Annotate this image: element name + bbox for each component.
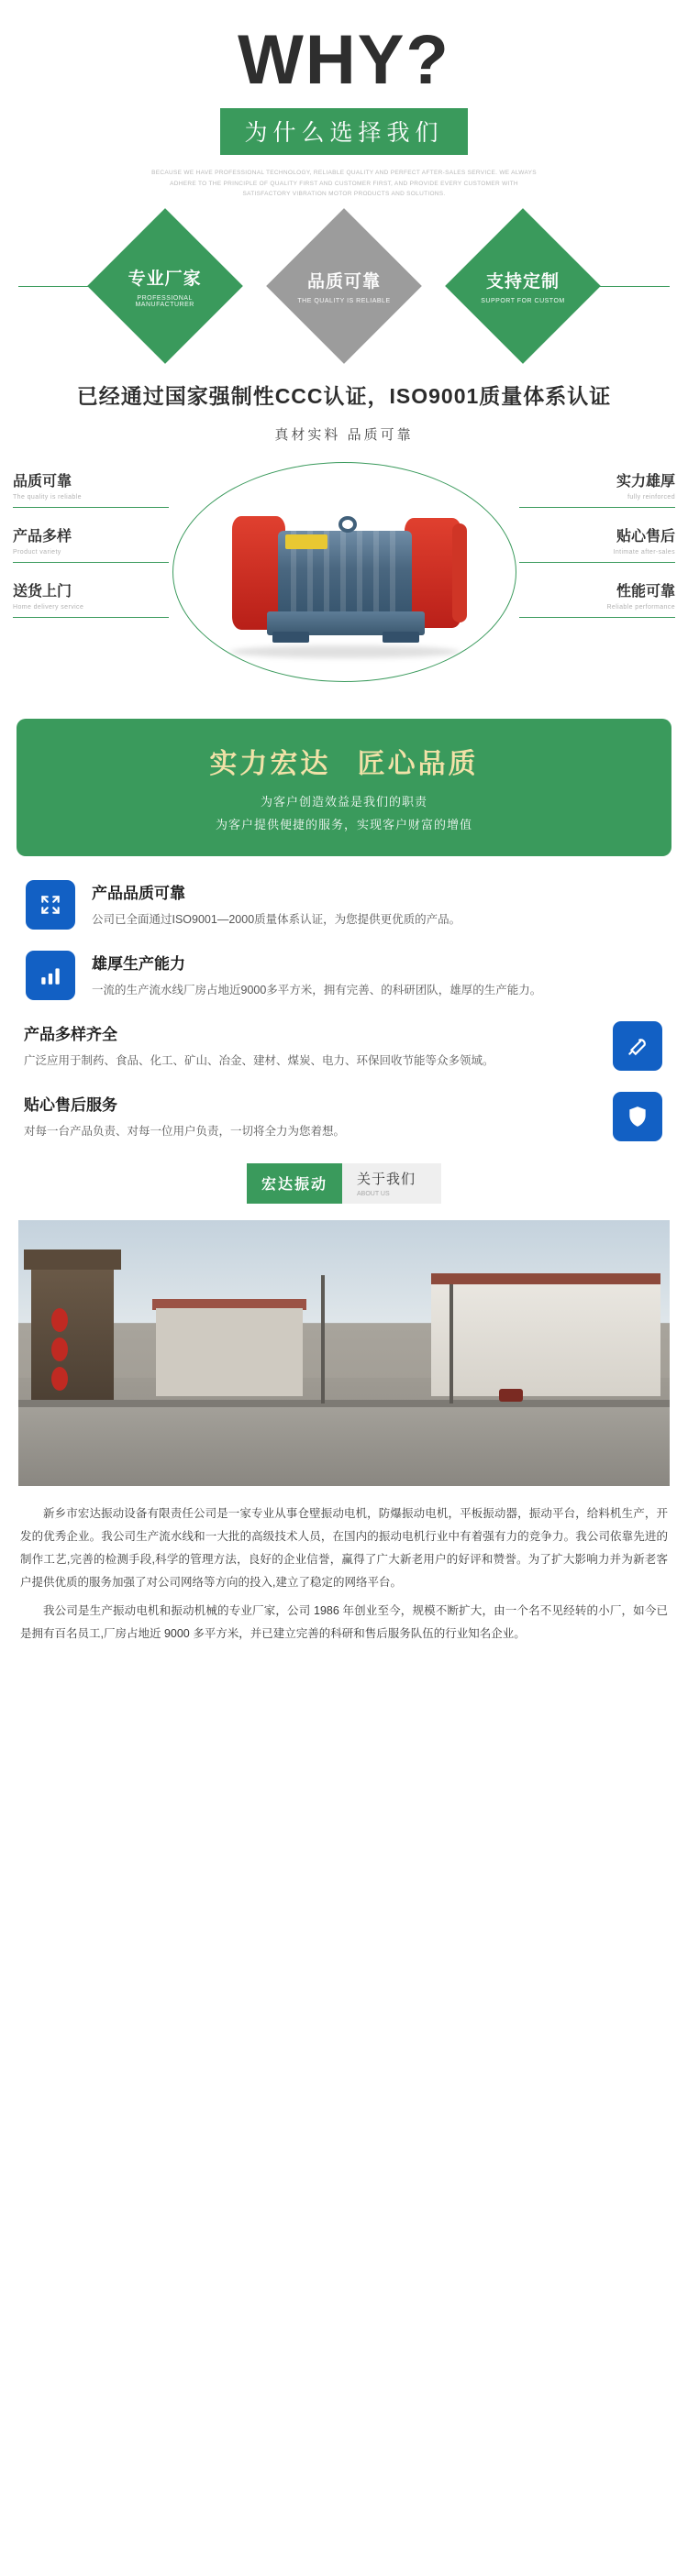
feature-right-3-zh: 性能可靠 (616, 584, 675, 600)
advantage-item-3-text: 广泛应用于制药、食品、化工、矿山、冶金、建材、煤炭、电力、环保回收节能等众多领域。 (24, 1054, 494, 1068)
diamond-badge-1-zh: 专业厂家 (128, 269, 202, 289)
feature-left-3 (13, 579, 169, 618)
certification-subheading: 真材实料 品质可靠 (274, 427, 414, 444)
diamond-badge-2-en: THE QUALITY IS RELIABLE (297, 298, 391, 305)
advantages-section (0, 880, 688, 1143)
feature-underline (13, 562, 169, 563)
advantage-item-1-text: 公司已全面通过ISO9001—2000质量体系认证，为您提供更优质的产品。 (92, 913, 461, 927)
feature-underline (13, 617, 169, 618)
factory-gate-photo (18, 1220, 670, 1486)
about-description (0, 1486, 688, 1675)
advantage-item-2 (0, 951, 688, 1001)
strength-banner (17, 719, 671, 856)
advantage-item-4-text: 对每一台产品负责、对每一位用户负责，一切将全力为您着想。 (24, 1125, 346, 1139)
vibration-motor-illustration (212, 503, 478, 650)
shield-check-icon (613, 1092, 662, 1141)
feature-left-2-zh: 产品多样 (13, 529, 72, 545)
advantage-item-3 (0, 1021, 688, 1072)
feature-left-3-en: Home delivery service (13, 604, 84, 611)
diamond-badges (0, 220, 688, 358)
feature-underline (519, 617, 675, 618)
advantage-item-3-title: 产品多样齐全 (24, 1026, 117, 1044)
strength-banner-title-part1: 实力宏达 (209, 749, 331, 780)
page-title: WHY? (238, 21, 450, 99)
feature-right-1-en: fully reinforced (627, 494, 675, 501)
product-feature-section (0, 453, 688, 691)
feature-left-3-zh: 送货上门 (13, 584, 72, 600)
about-paragraph-2: 我公司是生产振动电机和振动机械的专业厂家，公司 1986 年创业至今，规模不断扩大，由一个名不见经转的小厂，如今已是拥有百名员工,厂房占地近 9000 多平方米，并已建立完善的科研和售后服务队伍的行业知名企业。 (20, 1603, 668, 1640)
advantage-item-2-text: 一流的生产流水线厂房占地近9000多平方米，拥有完善、的科研团队，雄厚的生产能力。 (92, 984, 542, 997)
about-label (342, 1163, 441, 1204)
advantage-item-2-title: 雄厚生产能力 (92, 955, 185, 974)
feature-right-2 (519, 524, 675, 563)
diamond-badge-2 (266, 208, 422, 364)
growth-chart-icon (26, 951, 75, 1000)
feature-right-2-en: Intimate after-sales (613, 549, 675, 556)
feature-right-3 (519, 579, 675, 618)
diamond-badge-2-zh: 品质可靠 (306, 272, 381, 292)
hero-english-blurb: BECAUSE WE HAVE PROFESSIONAL TECHNOLOGY, RELIABLE QUALITY AND PERFECT AFTER-SALES SERVICE. WE ALWAYS ADHERE TO THE PRINCIPLE OF QUALITY FIRST AND CUSTOMER FIRST, AND PROVIDE EVERY CUSTOMER WITH SATISFACTORY VIBRATION MOTOR PRODUCTS AND SOLUTIONS. (151, 170, 537, 198)
hero-section (0, 0, 688, 200)
feature-underline (519, 562, 675, 563)
expand-arrows-icon (26, 880, 75, 930)
diamond-badge-3-zh: 支持定制 (485, 272, 560, 292)
tools-icon (613, 1021, 662, 1071)
feature-left-2 (13, 524, 169, 563)
feature-underline (13, 507, 169, 508)
diamond-badge-3-en: SUPPORT FOR CUSTOM (481, 298, 565, 305)
strength-banner-line1: 为客户创造效益是我们的职责 (260, 795, 427, 809)
feature-right-1-zh: 实力雄厚 (616, 474, 675, 490)
brand-tag: 宏达振动 (247, 1163, 342, 1204)
feature-right-2-zh: 贴心售后 (616, 529, 675, 545)
strength-banner-line2: 为客户提供便捷的服务，实现客户财富的增值 (215, 818, 472, 832)
about-header (0, 1163, 688, 1204)
diamond-badge-3 (445, 208, 601, 364)
certification-section (0, 380, 688, 444)
about-paragraph-1: 新乡市宏达振动设备有限责任公司是一家专业从事仓壁振动电机，防爆振动电机，平板振动器，振动平台，给料机生产，开发的优秀企业。我公司生产流水线和一大批的高级技术人员，在国内的振动电机行业中有着强有力的竞争力。我公司依靠先进的制作工艺,完善的检测手段,科学的管理方法，良好的企业信誉，赢得了广大新老用户的好评和赞誉。为了扩大影响力并为新老客户提供优质的服务加强了对公司网络等方向的投入,建立了稳定的网络平台。 (20, 1506, 668, 1589)
about-label-zh: 关于我们 (357, 1172, 416, 1188)
strength-banner-title (17, 741, 671, 781)
feature-right-3-en: Reliable performance (606, 604, 675, 611)
feature-left-1-zh: 品质可靠 (13, 474, 72, 490)
advantage-item-4-title: 贴心售后服务 (24, 1096, 117, 1115)
diamond-badge-1 (87, 208, 243, 364)
about-label-en: ABOUT US (357, 1191, 390, 1198)
feature-left-2-en: Product variety (13, 549, 61, 556)
advantage-item-1 (0, 880, 688, 930)
hero-subtitle: 为什么选择我们 (220, 108, 467, 155)
advantage-item-1-title: 产品品质可靠 (92, 885, 185, 903)
diamond-badge-1-en: PROFESSIONAL MANUFACTURER (135, 294, 195, 308)
strength-banner-title-part2: 匠心品质 (357, 749, 479, 780)
feature-underline (519, 507, 675, 508)
product-photo-circle (172, 462, 516, 682)
advantage-item-4 (0, 1092, 688, 1142)
feature-left-1-en: The quality is reliable (13, 494, 82, 501)
feature-left-1 (13, 469, 169, 508)
certification-heading: 已经通过国家强制性CCC认证，ISO9001质量体系认证 (76, 384, 612, 409)
feature-right-1 (519, 469, 675, 508)
